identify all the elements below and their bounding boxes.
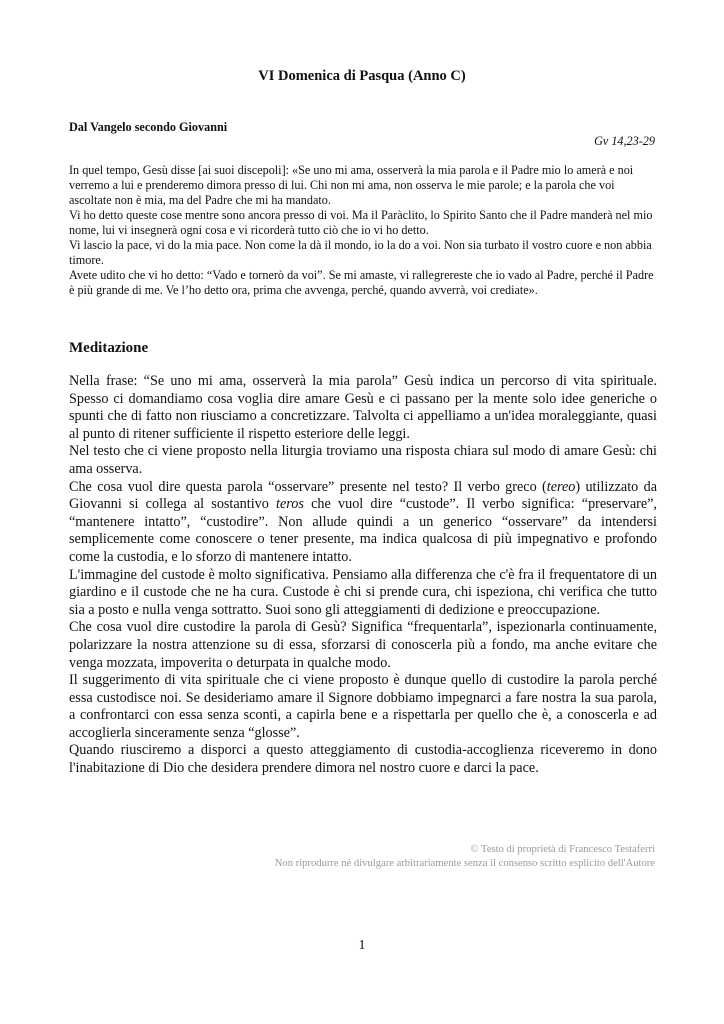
meditation-paragraph: Che cosa vuol dire custodire la parola di Gesù? Significa “frequentarla”, ispezionarla continuamente, polarizzare la nostra attenzione su di essa, sforzarsi di conoscerla più a fondo, ma anche evitare che venga mozzata, impoverita o deturpata in qualche modo. (69, 619, 657, 671)
greek-term-tereo: tereo (546, 478, 576, 495)
meditation-paragraph (69, 479, 657, 567)
gospel-paragraph: Vi lascio la pace, vi do la mia pace. Non come la dà il mondo, io la do a voi. Non sia turbato il vostro cuore e non abbia timore. (69, 238, 652, 267)
text-run: che vuol dire “custode”. Il verbo significa: “preservare”, “mantenere intatto”, “custodire”. Non allude quindi a un generico “osservare” da intendersi semplicemente come conoscere o tener presente, ma indica qualcosa di più impegnativo e profondo come la custodia, e lo sforzo di mantenere intatto. (69, 496, 657, 565)
gospel-text (69, 163, 657, 298)
text-run: ) utilizzato da Giovanni si collega al sostantivo (69, 478, 657, 513)
meditation-heading: Meditazione (69, 340, 149, 356)
meditation-paragraph: Il suggerimento di vita spirituale che ci viene proposto è dunque quello di custodire la parola perché essa custodisce noi. Se desideriamo amare il Signore dobbiamo impegnarci a fare nostra la sua parola, a confrontarci con essa senza sconti, a capirla bene e a rispettarla per quello che è, a conoscerla e ad accoglierla sinceramente senza “glosse”. (69, 672, 657, 741)
gospel-paragraph: Avete udito che vi ho detto: “Vado e tornerò da voi”. Se mi amaste, vi rallegrereste che io vado al Padre, perché il Padre è più grande di me. Ve l’ho detto ora, prima che avvenga, perché, quando avverrà, voi crediate». (69, 268, 654, 297)
meditation-paragraph: Nella frase: “Se uno mi ama, osserverà la mia parola” Gesù indica un percorso di vita spirituale. Spesso ci domandiamo cosa voglia dire amare Gesù e ci passano per la mente solo idee generiche o spunti che di fatto non riusciamo a concretizzare. Talvolta ci appelliamo a un'idea moraleggiante, quasi al punto di ritener sufficiente il rispetto esteriore delle leggi. (69, 373, 657, 442)
meditation-paragraph: L'immagine del custode è molto significativa. Pensiamo alla differenza che c'è fra il frequentatore di un giardino e il custode che ne ha cura. Custode è chi si prende cura, chi ispeziona, chi verifica che tutto sia a posto e nulla venga sottratto. Suoi sono gli atteggiamenti di dedizione e preoccupazione. (69, 566, 657, 618)
gospel-paragraph: In quel tempo, Gesù disse [ai suoi discepoli]: «Se uno mi ama, osserverà la mia parola e il Padre mio lo amerà e noi verremo a lui e prenderemo dimora presso di lui. Chi non mi ama, non osserva le mie parole; e la parola che voi ascoltate non è mia, ma del Padre che mi ha mandato. (69, 163, 634, 207)
page-number: 1 (358, 938, 366, 953)
copyright-notice (275, 843, 655, 871)
gospel-reference: Gv 14,23-29 (594, 134, 655, 148)
page-title: VI Domenica di Pasqua (Anno C) (258, 68, 466, 84)
copyright-line: Non riprodurre né divulgare arbitrariamente senza il consenso scritto esplicito dell'Autore (274, 858, 655, 869)
gospel-paragraph: Vi ho detto queste cose mentre sono ancora presso di voi. Ma il Paràclito, lo Spirito Santo che il Padre manderà nel mio nome, lui vi insegnerà ogni cosa e vi ricorderà tutto ciò che io vi ho detto. (69, 208, 653, 237)
copyright-line: © Testo di proprietà di Francesco Testaferri (470, 844, 655, 855)
text-run: Che cosa vuol dire questa parola “osservare” presente nel testo? Il verbo greco ( (69, 478, 547, 495)
gospel-source: Dal Vangelo secondo Giovanni (69, 120, 228, 134)
meditation-text (69, 373, 657, 778)
meditation-paragraph: Quando riusciremo a disporci a questo atteggiamento di custodia-accoglienza riceveremo in dono l'inabitazione di Dio che desidera prendere dimora nel nostro cuore e darci la pace. (69, 742, 657, 777)
greek-term-teros: teros (276, 496, 304, 513)
meditation-paragraph: Nel testo che ci viene proposto nella liturgia troviamo una risposta chiara sul modo di amare Gesù: chi ama osserva. (69, 443, 657, 477)
